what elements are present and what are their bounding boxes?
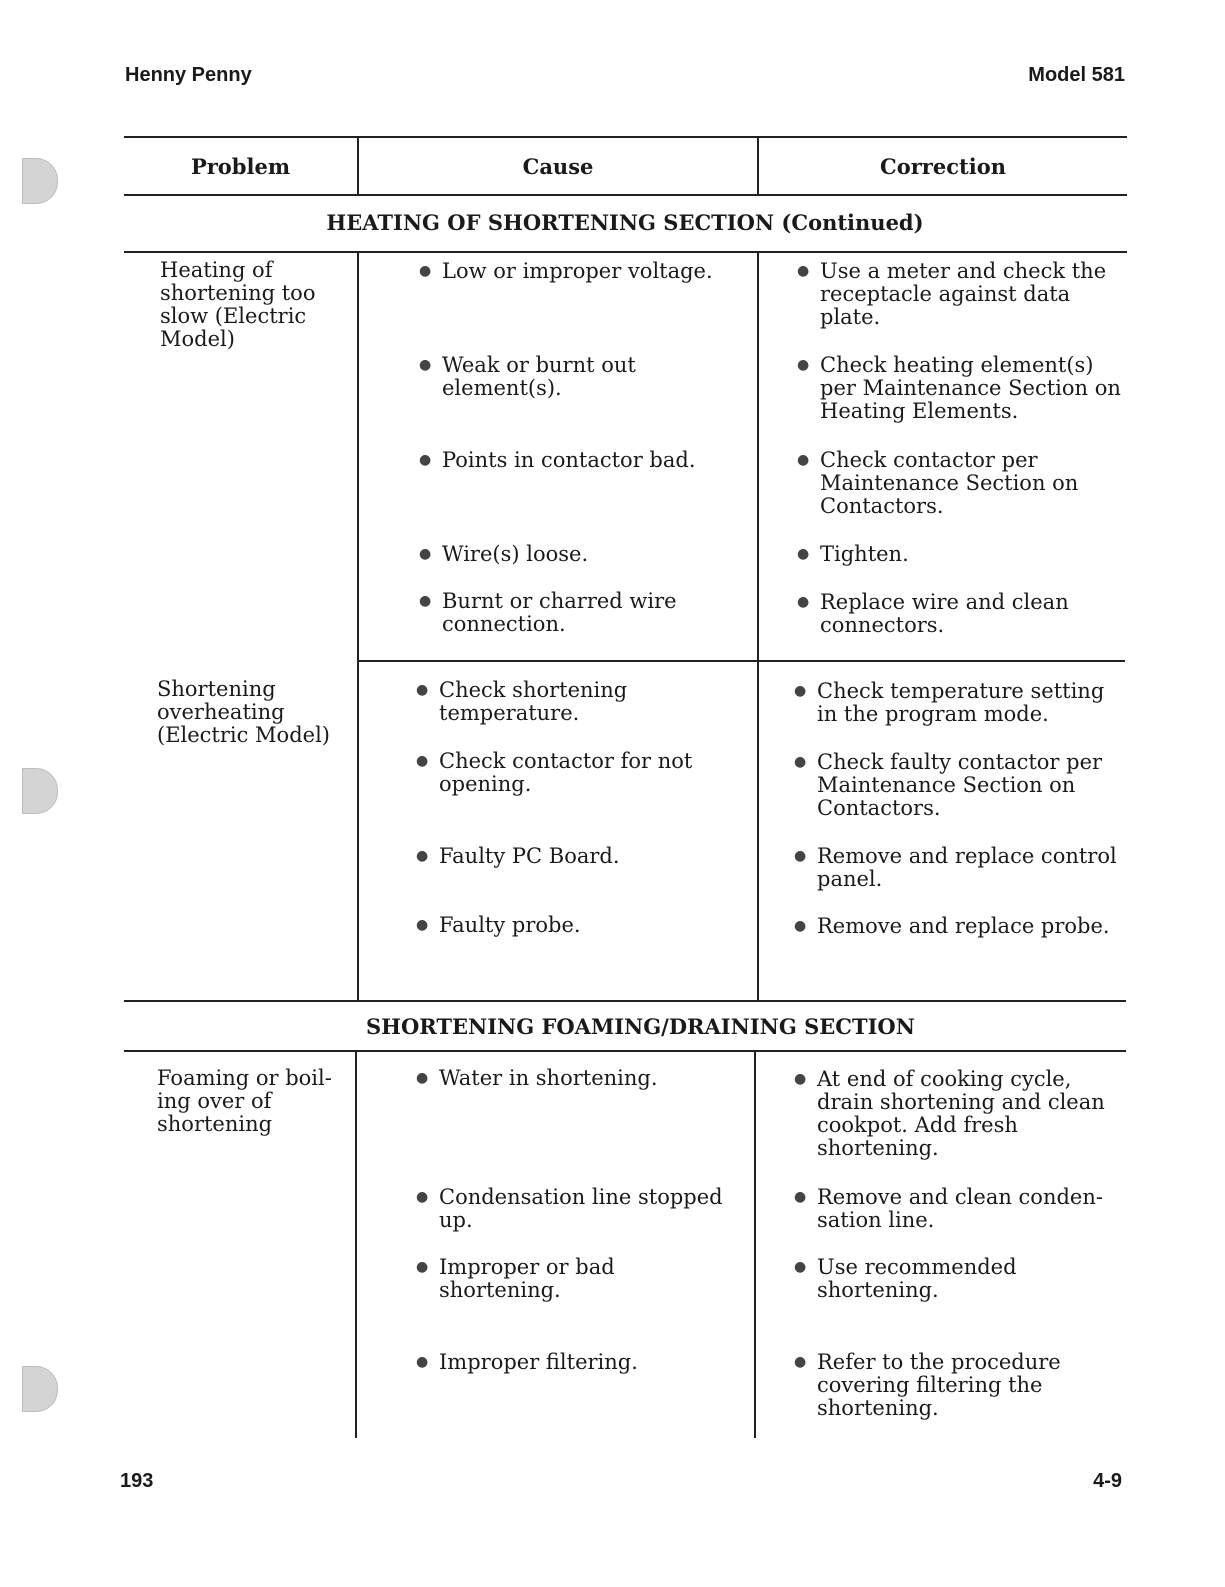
correction-line: Tighten. [820, 542, 909, 566]
cause-line: Wire(s) loose. [442, 542, 589, 566]
column-divider [357, 251, 359, 1001]
section-title: HEATING OF SHORTENING SECTION (Continued) [326, 210, 924, 235]
correction-item [797, 449, 1078, 518]
header-bottom-rule [124, 194, 1127, 196]
bullet-icon: ● [794, 1259, 807, 1275]
problem-line: Foaming or boil- [157, 1066, 332, 1090]
problem-line: slow (Electric [160, 304, 307, 328]
column-header-problem: Problem [190, 154, 291, 179]
cause-line: up. [439, 1208, 473, 1232]
cause-line: Faulty probe. [439, 913, 581, 937]
bullet-icon: ● [797, 263, 810, 279]
cause-item [419, 354, 636, 400]
bullet-icon: ● [794, 754, 807, 770]
cause-line: Improper filtering. [439, 1350, 638, 1374]
problem-text [160, 259, 315, 351]
bullet-icon: ● [797, 546, 810, 562]
correction-line: shortening. [817, 1396, 939, 1420]
cause-item [419, 449, 696, 472]
bullet-icon: ● [416, 1189, 429, 1205]
correction-line: Check temperature setting [817, 679, 1105, 703]
cause-item [416, 750, 692, 796]
problem-line: shortening [157, 1112, 273, 1136]
bullet-icon: ● [416, 917, 429, 933]
bullet-icon: ● [416, 753, 429, 769]
bullet-icon: ● [797, 452, 810, 468]
bullet-icon: ● [416, 682, 429, 698]
cause-item [416, 914, 581, 937]
correction-item [794, 751, 1102, 820]
cause-line: Faulty PC Board. [439, 844, 620, 868]
correction-item [794, 1068, 1105, 1160]
problem-text [157, 678, 330, 747]
column-header-cause: Cause [522, 154, 594, 179]
correction-item [797, 354, 1121, 423]
correction-item [794, 1256, 1017, 1302]
cause-line: Check contactor for not [439, 749, 693, 773]
bullet-icon: ● [419, 357, 432, 373]
problem-line: overheating [157, 700, 285, 724]
correction-line: covering filtering the [817, 1373, 1043, 1397]
section-page-number: 4-9 [1093, 1470, 1122, 1492]
correction-item [797, 260, 1106, 329]
correction-line: Use recommended [817, 1255, 1017, 1279]
cause-item [419, 590, 677, 636]
cause-item [419, 260, 713, 283]
correction-line: plate. [820, 305, 881, 329]
section-title-text: SHORTENING FOAMING/DRAINING SECTION [366, 1014, 915, 1039]
column-divider [355, 1050, 357, 1438]
bullet-icon: ● [797, 594, 810, 610]
correction-line: drain shortening and clean [817, 1090, 1105, 1114]
cause-line: Check shortening [439, 678, 628, 702]
cause-item [419, 543, 588, 566]
table-top-rule [124, 136, 1127, 138]
bullet-icon: ● [797, 357, 810, 373]
correction-line: Use a meter and check the [820, 259, 1107, 283]
correction-item [797, 591, 1069, 637]
correction-line: connectors. [820, 613, 945, 637]
correction-line: Remove and clean conden- [817, 1185, 1103, 1209]
bullet-icon: ● [419, 546, 432, 562]
cause-line: Burnt or charred wire [442, 589, 677, 613]
bullet-icon: ● [794, 1354, 807, 1370]
cause-line: Condensation line stopped [439, 1185, 723, 1209]
bullet-icon: ● [416, 1354, 429, 1370]
correction-item [794, 1351, 1061, 1420]
column-header-correction: Correction [880, 154, 1006, 179]
cause-line: shortening. [439, 1278, 561, 1302]
binder-hole [22, 158, 58, 204]
bullet-icon: ● [794, 848, 807, 864]
model-number: Model 581 [1028, 64, 1125, 86]
correction-line: in the program mode. [817, 702, 1049, 726]
problem-line: Shortening [157, 677, 276, 701]
binder-hole [22, 768, 58, 814]
correction-line: Heating Elements. [820, 399, 1019, 423]
correction-line: Maintenance Section on [820, 471, 1079, 495]
bullet-icon: ● [419, 263, 432, 279]
column-divider [757, 251, 759, 1001]
cause-item [416, 679, 627, 725]
correction-item [794, 915, 1110, 938]
group-rule [357, 660, 1125, 662]
bullet-icon: ● [416, 1070, 429, 1086]
correction-item [794, 1186, 1103, 1232]
column-divider [754, 1050, 756, 1438]
problem-line: Heating of [160, 258, 273, 282]
binder-hole [22, 1366, 58, 1412]
correction-line: Check faulty contactor per [817, 750, 1103, 774]
cause-line: Improper or bad [439, 1255, 615, 1279]
section-rule [124, 251, 1127, 253]
correction-line: per Maintenance Section on [820, 376, 1121, 400]
cause-item [416, 845, 620, 868]
problem-line: (Electric Model) [157, 723, 330, 747]
cause-item [416, 1351, 638, 1374]
bullet-icon: ● [419, 452, 432, 468]
correction-item [794, 845, 1117, 891]
cause-item [416, 1186, 723, 1232]
cause-item [416, 1256, 615, 1302]
cause-line: opening. [439, 772, 532, 796]
correction-line: panel. [817, 867, 883, 891]
correction-line: Remove and replace probe. [817, 914, 1110, 938]
correction-line: Check contactor per [820, 448, 1038, 472]
problem-line: Model) [160, 327, 235, 351]
bullet-icon: ● [416, 1259, 429, 1275]
cause-line: temperature. [439, 701, 580, 725]
correction-line: shortening. [817, 1136, 939, 1160]
correction-item [797, 543, 909, 566]
bullet-icon: ● [794, 1071, 807, 1087]
correction-line: Maintenance Section on [817, 773, 1076, 797]
cause-line: Low or improper voltage. [442, 259, 713, 283]
bullet-icon: ● [794, 683, 807, 699]
cause-line: element(s). [442, 376, 562, 400]
correction-line: cookpot. Add fresh [817, 1113, 1018, 1137]
correction-line: Check heating element(s) [820, 353, 1094, 377]
cause-item [416, 1067, 658, 1090]
correction-line: Refer to the procedure [817, 1350, 1061, 1374]
section-rule [124, 1050, 1126, 1052]
cause-line: Water in shortening. [439, 1066, 658, 1090]
correction-line: Contactors. [820, 494, 944, 518]
cause-line: Weak or burnt out [442, 353, 636, 377]
problem-line: ing over of [157, 1089, 272, 1113]
correction-line: shortening. [817, 1278, 939, 1302]
correction-line: At end of cooking cycle, [817, 1067, 1072, 1091]
page-number: 193 [120, 1470, 154, 1492]
bullet-icon: ● [419, 593, 432, 609]
cause-line: connection. [442, 612, 566, 636]
section-rule [124, 1000, 1126, 1002]
problem-text [157, 1067, 332, 1136]
correction-line: sation line. [817, 1208, 935, 1232]
bullet-icon: ● [416, 848, 429, 864]
correction-line: Contactors. [817, 796, 941, 820]
correction-item [794, 680, 1104, 726]
cause-line: Points in contactor bad. [442, 448, 696, 472]
correction-line: receptacle against data [820, 282, 1071, 306]
correction-line: Remove and replace control [817, 844, 1117, 868]
problem-line: shortening too [160, 281, 316, 305]
bullet-icon: ● [794, 1189, 807, 1205]
bullet-icon: ● [794, 918, 807, 934]
brand-name: Henny Penny [125, 64, 252, 86]
correction-line: Replace wire and clean [820, 590, 1069, 614]
